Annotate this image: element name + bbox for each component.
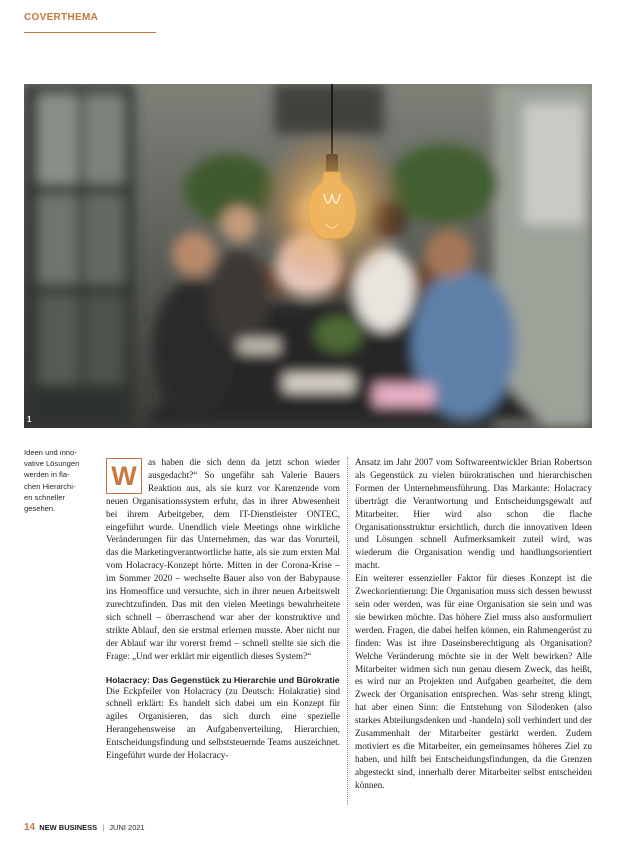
issue-date: JUNI 2021 [109, 823, 145, 832]
photo-number: 1 [27, 415, 32, 424]
article-paragraph: Die Eckpfeiler von Holacracy (zu Deutsch: Holakratie) sind schnell erklärt: Es handelt sich dabei um ein Konzept für agiles Organisieren, das sich durch eine spezielle Herangehensweise an Aufgabenverteilung, Hierarchien, Entscheidungsfindung und selbststeuernde Teams auszeichnet. Eingeführt wurde der Holacracy- [106, 686, 340, 762]
cover-photo [24, 84, 592, 428]
section-label: COVERTHEMA [24, 12, 99, 23]
article-column-2 [355, 457, 592, 793]
meeting-photo-illustration [24, 84, 592, 428]
page-number: 14 [24, 822, 36, 833]
drop-cap: W [106, 458, 142, 494]
footer-separator: | [102, 823, 105, 832]
article-paragraph: Ansatz im Jahr 2007 vom Softwareentwickler Brian Robertson als Gegenstück zu vielen bürokratischen und hierarchischen Formen der Unternehmensführung. Das Markante: Holacracy überträgt die Verantwortung und Entscheidungsgewalt auf Mitarbeiter. Hier wird also schon die flache Organisationsstruktur ersichtlich, durch die innovativen Ideen und Lösungen schnell Aufmerksamkeit zuteil wird, was wiederum die Organisation wendig und handlungsorientiert macht. [355, 458, 592, 572]
page-footer [24, 822, 145, 833]
article-column-1 [106, 457, 340, 763]
magazine-name: NEW BUSINESS [39, 823, 98, 832]
article-paragraph: Ein weiterer essenzieller Faktor für dieses Konzept ist die Zweckorientierung: Die Organisation muss sich dessen bewusst sein oder werden, was für eine Organisation sie sein und was sie bewirken möchte. Das höhere Ziel muss also ausformuliert werden. Fragen, die dabei helfen können, ein Rahmengerüst zu finden: Was ist ihre Daseinsberechtigung als Organisation? Welche Veränderung möchte sie in der Welt bewirken? Alle Mitarbeiter widmen sich nun genau diesem Zweck, das heißt, es wird nur an Projekten und Aufgaben gearbeitet, die dem Zweck der Organisation entsprechen. Was sehr streng klingt, hat aber einen Sinn: die Entstehung von Silodenken (also starkes Abteilungsdenken und -handeln) soll verhindert und der Zusammenhalt der Mitarbeiter gestärkt werden. Zudem motiviert es die Mitarbeiter, ein gemeinsames höheres Ziel zu haben, und hilft bei Entscheidungsfindungen, da die Grenzen abgesteckt sind, innerhalb derer Mitarbeiter selbst entscheiden können. [355, 574, 592, 791]
column-divider [347, 457, 348, 805]
photo-caption: Ideen und inno- vative Lösungen werden in fla- chen Hierarchi- en schneller gesehen. [24, 448, 80, 514]
article-intro-paragraph: as haben die sich denn da jetzt schon wieder ausgedacht?“ So ungefähr sah Valerie Bauers Reaktion aus, als sie kurz vor Karenzende vom neuen Organisationssystem erfuhr, das in ihrer Abwesenheit bei ihrem Arbeitgeber, dem IT-Dienstleister ONTEC, eingeführt wurde. Unendlich viele Meetings ohne wirkliche Veränderungen für das Unternehmen, das war das Vorurteil, das die Marketingverantwortliche hatte, als sie zum ersten Mal vom Holacracy-Konzept hörte. Mitten in der Corona-Krise – im Sommer 2020 – wechselte Bauer also von der Babypause ins Homeoffice und versuchte, sich in ihrer neuen Arbeitswelt zurechtzufinden. Das mit den vielen Meetings bewahrheitete sich schnell – überraschend war aber der konstruktive und strikte Ablauf, den sie erstmal erlernen musste. Aber nicht nur der Ablauf war ihr vorerst fremd – schnell stellte sie sich die Frage: „Und wer erklärt mir eigentlich dieses System?“ [106, 458, 340, 662]
article-subheading: Holacracy: Das Gegenstück zu Hierarchie und Bürokratie [106, 674, 340, 685]
section-rule [24, 32, 156, 33]
